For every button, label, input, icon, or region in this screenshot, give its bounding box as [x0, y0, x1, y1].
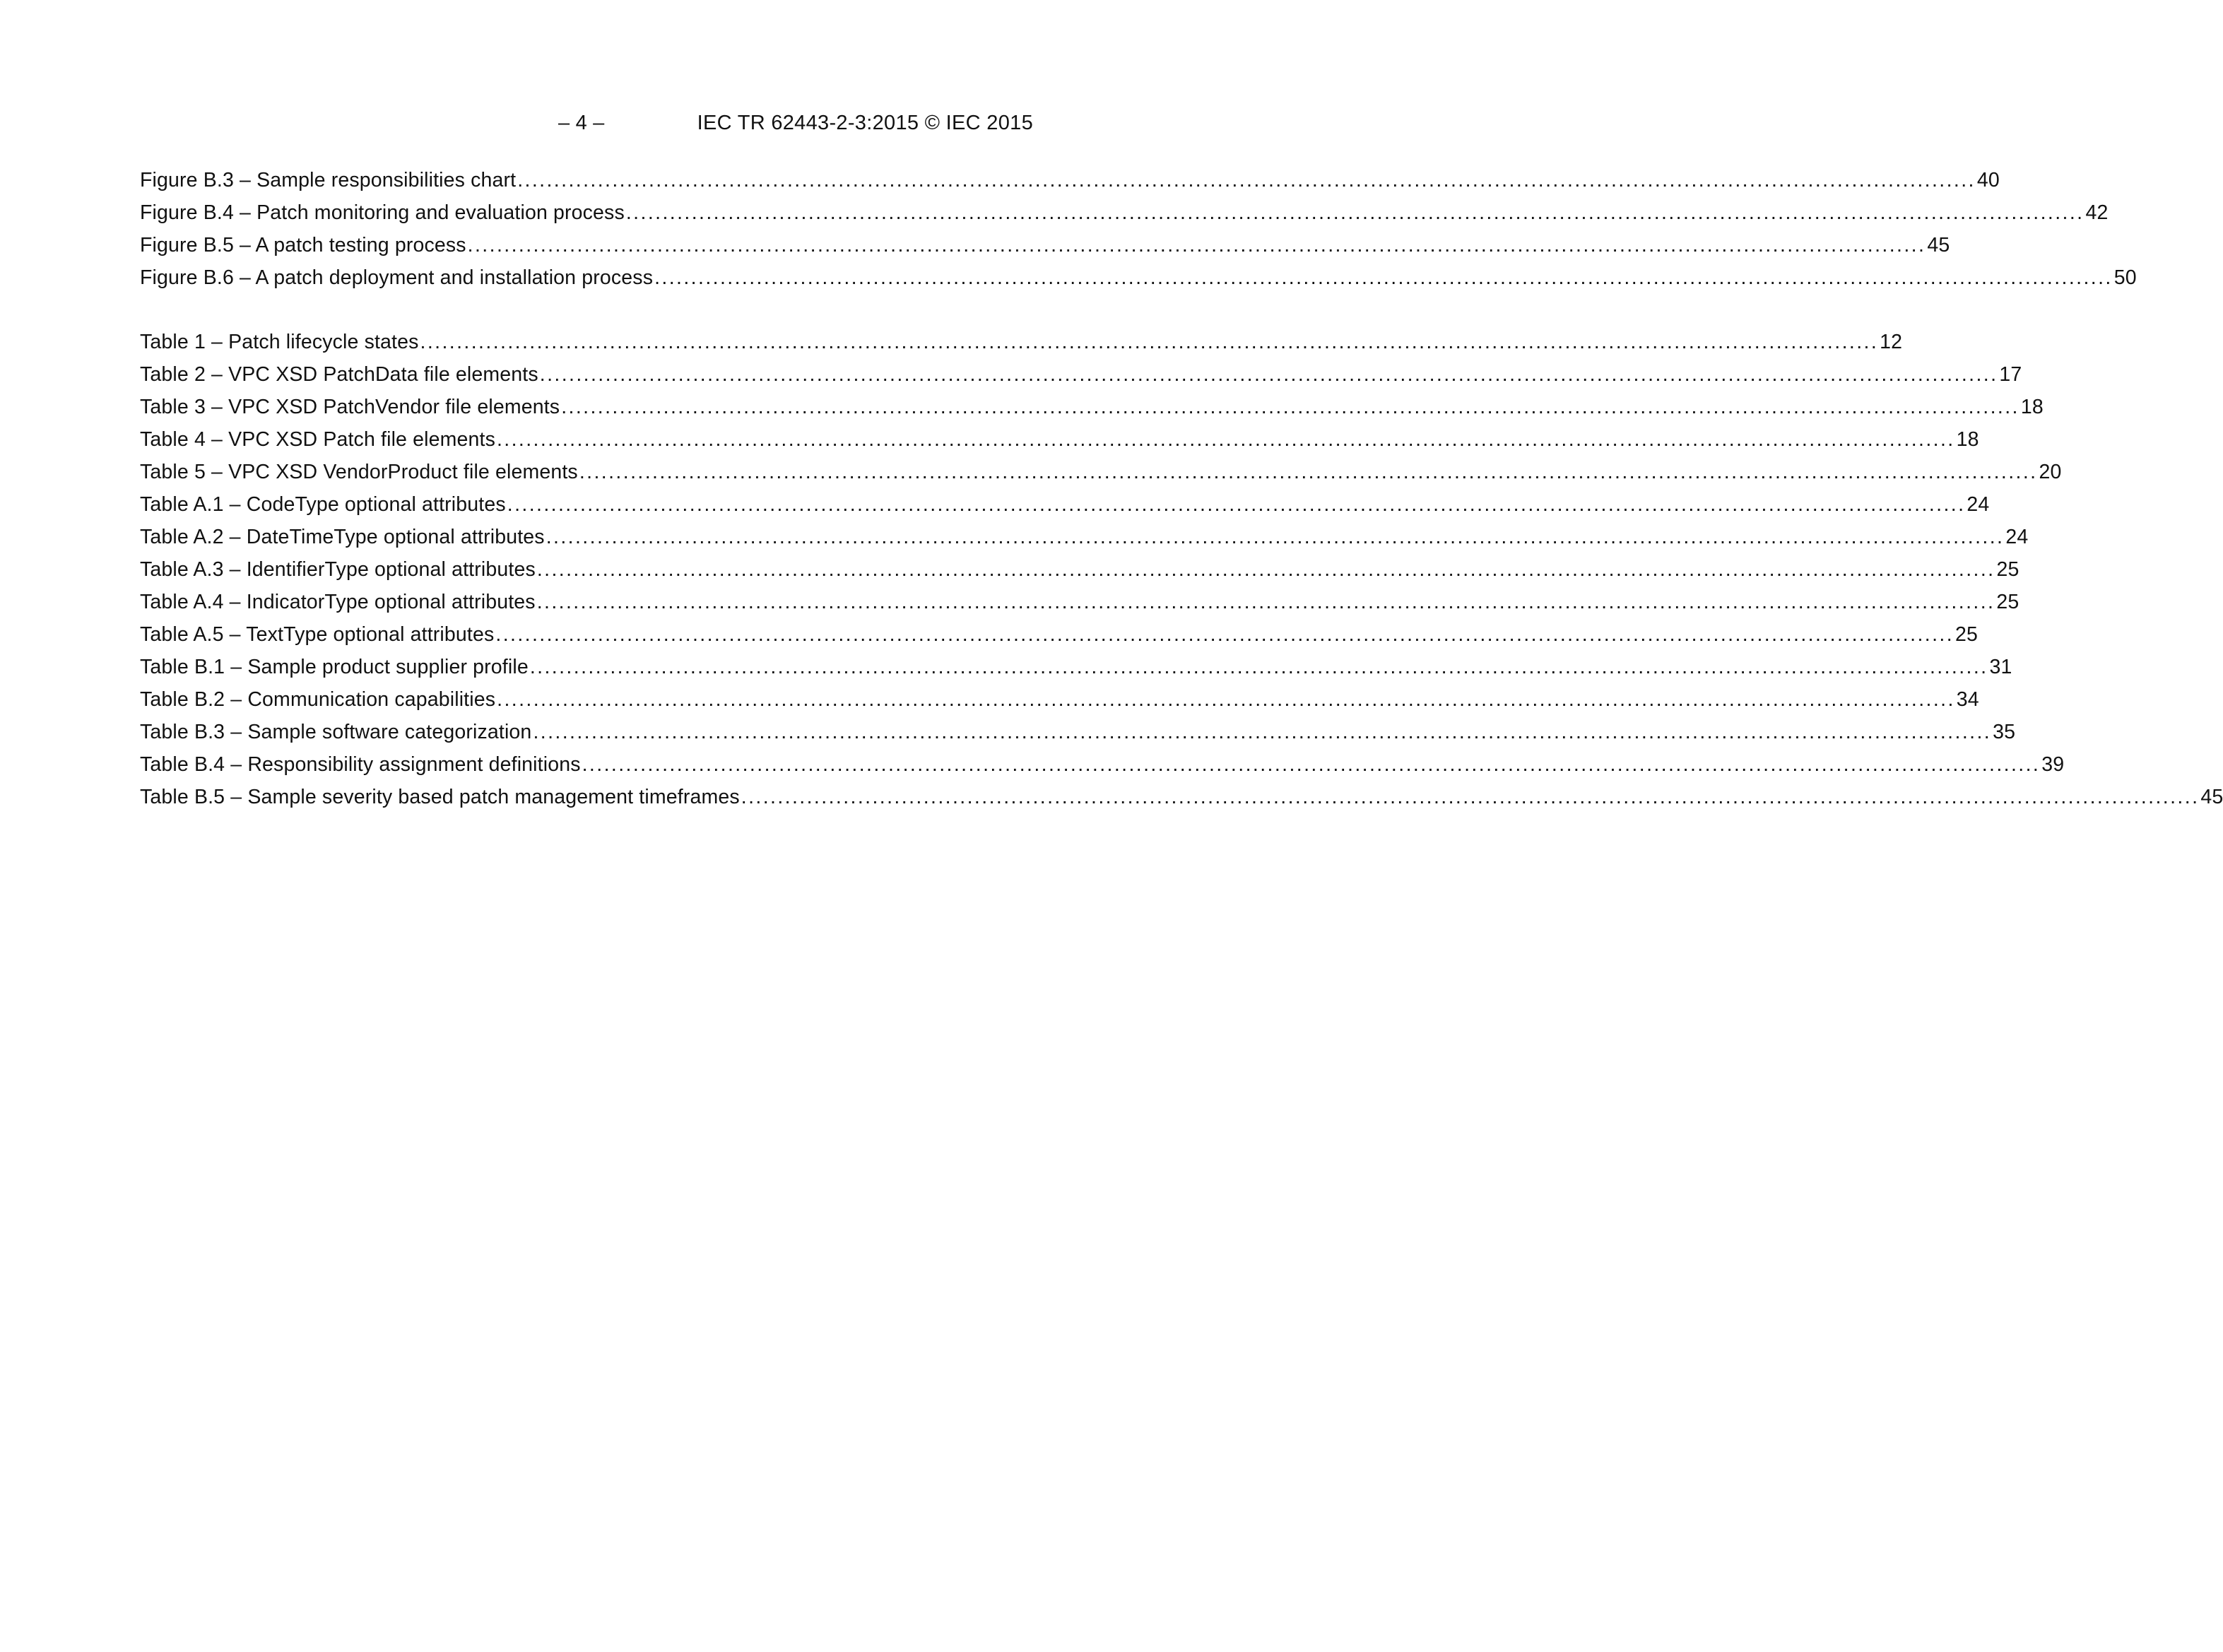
- toc-entry-label: Table 3 – VPC XSD PatchVendor file elements: [140, 396, 560, 418]
- toc-entry-page: 25: [1996, 558, 2019, 581]
- dot-leader: ........................................................................................................................................................................................................: [546, 526, 2005, 548]
- toc-entry[interactable]: [140, 201, 2109, 233]
- dot-leader: ........................................................................................................................................................................................................: [495, 623, 1954, 646]
- toc-entry[interactable]: [140, 525, 2029, 557]
- toc-entry[interactable]: [140, 266, 2137, 298]
- toc-entry-page: 25: [1996, 591, 2019, 613]
- toc-entry[interactable]: [140, 427, 1979, 460]
- toc-entry-page: 50: [2113, 266, 2137, 289]
- toc-entry-label: Table 5 – VPC XSD VendorProduct file elements: [140, 461, 578, 483]
- toc-entry-page: 24: [1966, 493, 1990, 516]
- dot-leader: ........................................................................................................................................................................................................: [529, 656, 1988, 678]
- toc-entry[interactable]: [140, 395, 2044, 427]
- toc-entry-page: 34: [1956, 688, 1979, 711]
- dot-leader: ........................................................................................................................................................................................................: [561, 396, 2019, 418]
- toc-entry[interactable]: [140, 168, 2000, 201]
- toc-entry-page: 18: [2020, 396, 2044, 418]
- dot-leader: ........................................................................................................................................................................................................: [496, 428, 1955, 451]
- toc-entry-label: Table A.5 – TextType optional attributes: [140, 623, 495, 646]
- toc-entry[interactable]: [140, 362, 2022, 395]
- toc-entry-page: 45: [2200, 786, 2223, 808]
- toc-entry-label: Table B.1 – Sample product supplier profile: [140, 656, 529, 678]
- dot-leader: ........................................................................................................................................................................................................: [539, 363, 1998, 386]
- toc-entry-page: 24: [2005, 526, 2029, 548]
- document-header-title: IEC TR 62443-2-3:2015 © IEC 2015: [697, 112, 1033, 134]
- toc-entry-page: 31: [1989, 656, 2012, 678]
- toc-entry-page: 45: [1927, 234, 1950, 256]
- toc-entry[interactable]: [140, 753, 2065, 785]
- toc-entry-label: Table A.4 – IndicatorType optional attributes: [140, 591, 536, 613]
- dot-leader: ........................................................................................................................................................................................................: [741, 786, 2200, 808]
- dot-leader: ........................................................................................................................................................................................................: [420, 331, 1879, 353]
- page-number: – 4 –: [558, 112, 605, 134]
- toc-entry-page: 42: [2085, 201, 2109, 224]
- toc-entry[interactable]: [140, 330, 1903, 362]
- list-of-figures: [140, 168, 2137, 298]
- list-of-tables: [140, 330, 2223, 818]
- toc-entry[interactable]: [140, 557, 2019, 590]
- dot-leader: ........................................................................................................................................................................................................: [533, 721, 1992, 743]
- dot-leader: ........................................................................................................................................................................................................: [536, 591, 1995, 613]
- toc-entry[interactable]: [140, 460, 2062, 492]
- toc-entry-label: Table B.3 – Sample software categorization: [140, 721, 532, 743]
- toc-entry-page: 12: [1880, 331, 1903, 353]
- dot-leader: ........................................................................................................................................................................................................: [497, 688, 1955, 711]
- dot-leader: ........................................................................................................................................................................................................: [517, 169, 1976, 191]
- toc-entry-label: Table B.5 – Sample severity based patch management timeframes: [140, 786, 740, 808]
- dot-leader: ........................................................................................................................................................................................................: [582, 753, 2041, 776]
- dot-leader: ........................................................................................................................................................................................................: [654, 266, 2113, 289]
- toc-entry[interactable]: [140, 492, 1990, 525]
- toc-entry-label: Table 4 – VPC XSD Patch file elements: [140, 428, 495, 451]
- dot-leader: ........................................................................................................................................................................................................: [579, 461, 2038, 483]
- toc-entry-page: 25: [1955, 623, 1979, 646]
- toc-entry-label: Table 1 – Patch lifecycle states: [140, 331, 419, 353]
- toc-entry-label: Table A.3 – IdentifierType optional attributes: [140, 558, 536, 581]
- dot-leader: ........................................................................................................................................................................................................: [507, 493, 1966, 516]
- toc-entry-label: Table A.2 – DateTimeType optional attributes: [140, 526, 545, 548]
- toc-entry-page: 18: [1956, 428, 1979, 451]
- toc-entry-page: 20: [2039, 461, 2062, 483]
- toc-entry-label: Figure B.4 – Patch monitoring and evaluation process: [140, 201, 625, 224]
- toc-entry-page: 35: [1993, 721, 2016, 743]
- toc-entry-page: 39: [2041, 753, 2065, 776]
- toc-entry-label: Table B.2 – Communication capabilities: [140, 688, 496, 711]
- toc-entry-label: Figure B.3 – Sample responsibilities chart: [140, 169, 517, 191]
- toc-entry[interactable]: [140, 720, 2016, 753]
- toc-entry[interactable]: [140, 688, 1979, 720]
- toc-entry-page: 17: [1999, 363, 2022, 386]
- toc-entry[interactable]: [140, 785, 2223, 818]
- toc-entry[interactable]: [140, 233, 1950, 266]
- toc-entry[interactable]: [140, 590, 2019, 623]
- toc-entry-page: 40: [1976, 169, 2000, 191]
- toc-entry[interactable]: [140, 655, 2012, 688]
- toc-entry-label: Table B.4 – Responsibility assignment definitions: [140, 753, 581, 776]
- toc-entry-label: Figure B.6 – A patch deployment and installation process: [140, 266, 654, 289]
- toc-entry-label: Figure B.5 – A patch testing process: [140, 234, 466, 256]
- dot-leader: ........................................................................................................................................................................................................: [467, 234, 1926, 256]
- toc-entry[interactable]: [140, 623, 1979, 655]
- toc-entry-label: Table A.1 – CodeType optional attributes: [140, 493, 506, 516]
- dot-leader: ........................................................................................................................................................................................................: [625, 201, 2085, 224]
- dot-leader: ........................................................................................................................................................................................................: [536, 558, 1995, 581]
- toc-entry-label: Table 2 – VPC XSD PatchData file elements: [140, 363, 538, 386]
